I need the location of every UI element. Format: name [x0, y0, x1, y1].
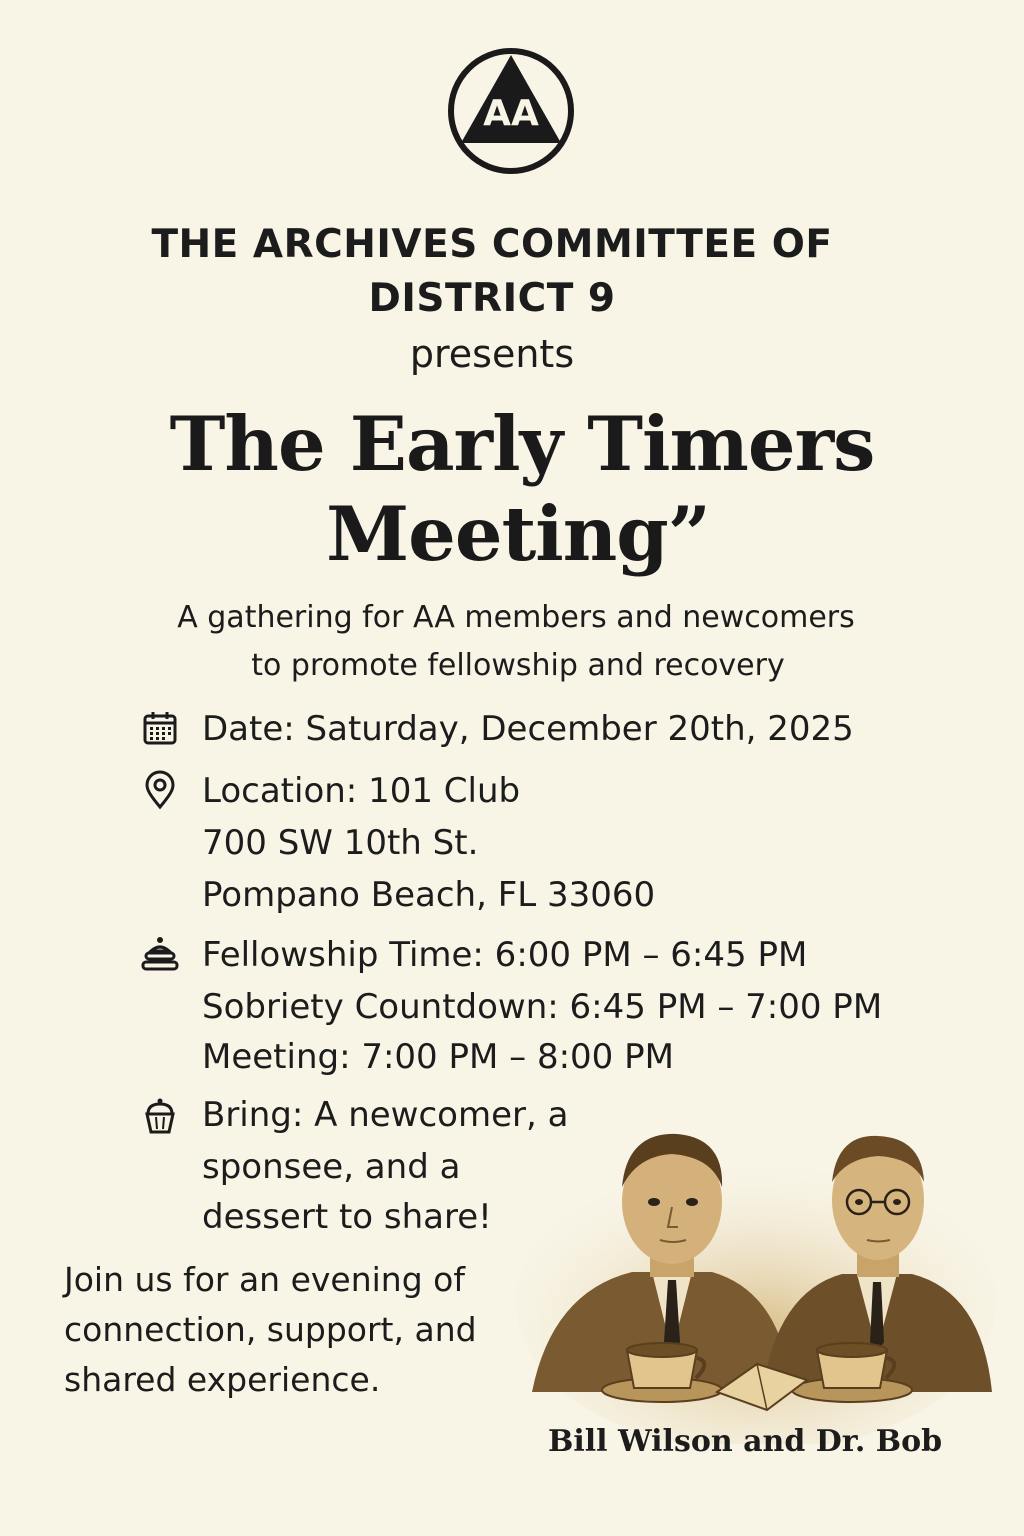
location-name: Location: 101 Club	[202, 771, 521, 811]
founders-portrait-illustration	[512, 1092, 1000, 1444]
closing-line1: Join us for an evening of	[64, 1260, 465, 1299]
tagline-line2: to promote fellowship and recovery	[251, 648, 785, 683]
presents-text: presents	[409, 332, 575, 376]
location-street: 700 SW 10th St.	[202, 823, 479, 863]
map-pin-icon	[140, 770, 180, 810]
closing-message	[64, 1255, 524, 1405]
logo-letters: AA	[483, 93, 539, 134]
bring-line3: dessert to share!	[202, 1197, 492, 1237]
cupcake-icon	[140, 1096, 180, 1136]
portrait-caption: Bill Wilson and Dr. Bob	[548, 1424, 943, 1459]
event-title-line2: Meeting”	[326, 490, 710, 578]
location-city: Pompano Beach, FL 33060	[202, 875, 656, 915]
closing-line2: connection, support, and	[64, 1310, 477, 1349]
calendar-icon	[140, 708, 180, 748]
schedule-meeting: Meeting: 7:00 PM – 8:00 PM	[202, 1037, 674, 1077]
bring-line2: sponsee, and a	[202, 1147, 461, 1187]
stacked-cake-icon	[140, 934, 180, 974]
organization-name-line1: THE ARCHIVES COMMITTEE OF	[151, 222, 833, 267]
schedule-countdown: Sobriety Countdown: 6:45 PM – 7:00 PM	[202, 987, 883, 1027]
closing-line3: shared experience.	[64, 1360, 381, 1399]
organization-name-line2: DISTRICT 9	[368, 276, 616, 321]
bring-line1: Bring: A newcomer, a	[202, 1095, 569, 1135]
event-title-line1: The Early Timers	[169, 400, 875, 488]
tagline-line1: A gathering for AA members and newcomers	[177, 600, 855, 635]
schedule-fellowship: Fellowship Time: 6:00 PM – 6:45 PM	[202, 935, 808, 975]
aa-logo	[445, 45, 577, 177]
event-date: Date: Saturday, December 20th, 2025	[202, 709, 854, 749]
